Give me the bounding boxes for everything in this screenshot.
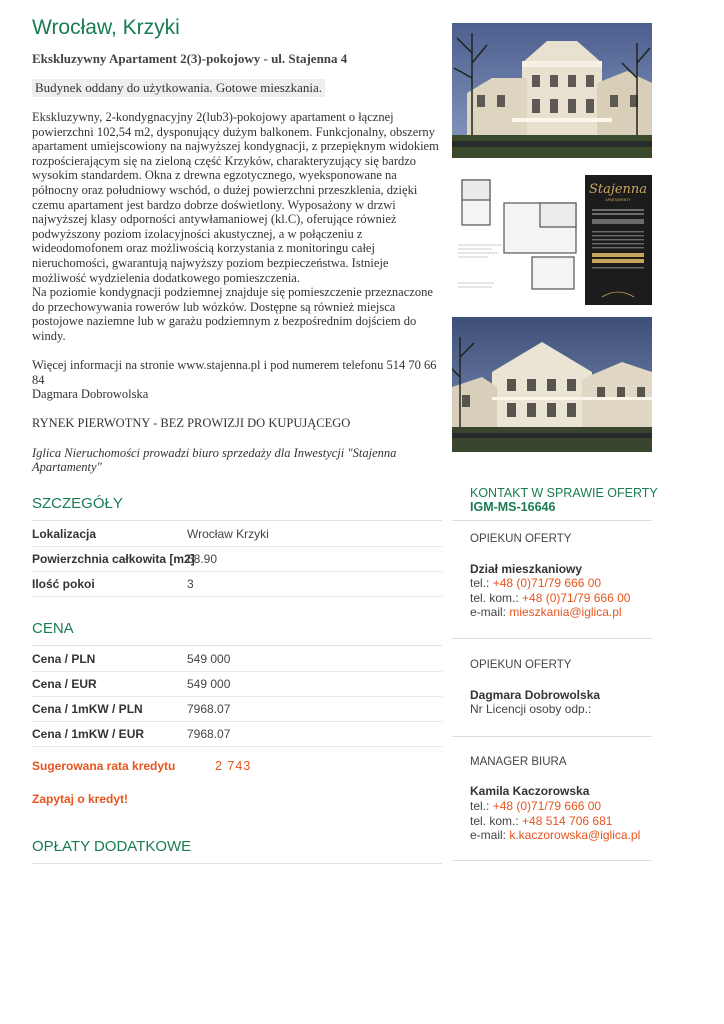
plan-brand-sub: APARTAMENTY <box>605 198 631 202</box>
credit-rate-label: Sugerowana rata kredytu <box>32 759 176 773</box>
contact-name: Kamila Kaczorowska <box>470 784 590 798</box>
price-heading: CENA <box>32 620 74 637</box>
details-label: Lokalizacja <box>32 527 97 541</box>
contact-mobile-line <box>470 591 630 605</box>
email-link[interactable]: mieszkania@iglica.pl <box>509 605 622 619</box>
price-label: Cena / PLN <box>32 652 96 666</box>
price-row <box>32 671 442 697</box>
divider <box>32 863 442 864</box>
phone-label: tel.: <box>470 576 493 590</box>
phone-link[interactable]: +48 (0)71/79 666 00 <box>492 799 602 813</box>
details-label: Powierzchnia całkowita [m2] <box>32 552 195 566</box>
contact-name: Dagmara Dobrowolska <box>470 688 601 702</box>
details-value: Wrocław Krzyki <box>187 527 269 541</box>
fees-heading: OPŁATY DODATKOWE <box>32 838 192 855</box>
details-heading: SZCZEGÓŁY <box>32 495 123 512</box>
description-paragraph: Na poziomie kondygnacji podziemnej znajduje się pomieszczenie przeznaczone do przechowywania rowerów lub wózków. Dostępne są również miejsca postojowe naziemne lub w garażu podziemnym z bezpośrednim dojściem do windy. <box>32 285 433 343</box>
building-photo-image <box>452 317 652 452</box>
contact-mobile-line <box>470 814 612 828</box>
price-label: Cena / 1mKW / PLN <box>32 702 143 716</box>
divider <box>452 520 652 521</box>
details-value: 3 <box>187 577 194 591</box>
mobile-link[interactable]: +48 514 706 681 <box>522 814 613 828</box>
mobile-label: tel. kom.: <box>470 591 523 605</box>
listing-subtitle: Ekskluzywny Apartament 2(3)-pokojowy - ul. Stajenna 4 <box>32 51 348 66</box>
status-badge: Budynek oddany do użytkowania. Gotowe mieszkania. <box>32 79 325 97</box>
price-label: Cena / 1mKW / EUR <box>32 727 145 741</box>
listing-description <box>32 110 442 475</box>
credit-rate-value: 2 743 <box>215 759 252 773</box>
email-link[interactable]: k.kaczorowska@iglica.pl <box>509 828 641 842</box>
email-label: e-mail: <box>470 605 510 619</box>
more-info-text: Więcej informacji na stronie www.stajenna.pl i pod numerem telefonu 514 70 66 84 <box>32 358 437 387</box>
agency-note: Iglica Nieruchomości prowadzi biuro sprzedaży dla Inwestycji "Stajenna Apartamenty" <box>32 445 397 475</box>
details-label: Ilość pokoi <box>32 577 95 591</box>
phone-link[interactable]: +48 (0)71/79 666 00 <box>492 576 602 590</box>
contact-name: Dział mieszkaniowy <box>470 562 583 576</box>
offer-code: IGM-MS-16646 <box>470 500 556 514</box>
contact-email-line <box>470 828 640 842</box>
price-row <box>32 721 442 747</box>
mobile-label: tel. kom.: <box>470 814 523 828</box>
details-row <box>32 571 442 597</box>
contact-heading: KONTAKT W SPRAWIE OFERTY <box>470 486 658 500</box>
description-paragraph: Ekskluzywny, 2-kondygnacyjny 2(lub3)-pokojowy apartament o łącznej powierzchni 102,54 m2, dysponujący dużym balkonem. Funkcjonalny, obszerny apartament umiejscowiony na najwyższej kondygnacji, z przepięknym widokiem rozpościerającym się na zieloną część Krzyków, charakteryzujący się bardzo wysokim standardem. Okna z drewna egzotycznego, wyeksponowane na północny oraz południowy wschód, o dużej powierzchni przeszklenia, dzięki czemu apartament jest bardzo dobrze doświetlony. Wyposażony w drzwi najwyższej klasy odporności antywłamaniowej (kl.C), oferujące również podwyższony poziom izolacyjności akustycznej, a w połączeniu z wideodomofonem oraz możliwością korzystania z monitoringu całej nieruchomości, gwarantują najwyższy poziom bezpieczeństwa. Istnieje możliwość wydzielenia dodatkowego pomieszczenia. <box>32 110 439 285</box>
contact-block-heading: MANAGER BIURA <box>470 756 567 768</box>
licence-text: Nr Licencji osoby odp.: <box>470 702 592 716</box>
mobile-link[interactable]: +48 (0)71/79 666 00 <box>522 591 631 605</box>
agent-name-text: Dagmara Dobrowolska <box>32 387 149 402</box>
price-row <box>32 646 442 672</box>
price-value: 549 000 <box>187 677 231 691</box>
divider <box>452 860 652 861</box>
phone-label: tel.: <box>470 799 493 813</box>
price-row <box>32 696 442 722</box>
price-value: 549 000 <box>187 652 231 666</box>
price-value: 7968.07 <box>187 727 231 741</box>
market-note: RYNEK PIERWOTNY - BEZ PROWIZJI DO KUPUJĄCEGO <box>32 416 351 431</box>
email-label: e-mail: <box>470 828 510 842</box>
plan-brand: Stajenna <box>588 182 648 197</box>
price-value: 7968.07 <box>187 702 231 716</box>
contact-block-heading: OPIEKUN OFERTY <box>470 659 572 671</box>
details-value: 68.90 <box>187 552 218 566</box>
building-photo-image <box>452 23 652 158</box>
page-title: Wrocław, Krzyki <box>32 16 180 39</box>
ask-credit-link[interactable]: Zapytaj o kredyt! <box>32 792 129 806</box>
divider <box>452 638 652 639</box>
building-photo[interactable] <box>452 23 652 158</box>
contact-phone-line <box>470 799 601 813</box>
divider <box>452 736 652 737</box>
details-row <box>32 521 442 547</box>
contact-phone-line <box>470 576 601 590</box>
contact-email-line <box>470 605 622 619</box>
details-row <box>32 546 442 572</box>
contact-block-heading: OPIEKUN OFERTY <box>470 533 572 545</box>
floor-plan-image[interactable] <box>452 175 652 305</box>
price-label: Cena / EUR <box>32 677 97 691</box>
building-photo[interactable] <box>452 317 652 452</box>
floor-plan-graphic <box>452 175 652 305</box>
